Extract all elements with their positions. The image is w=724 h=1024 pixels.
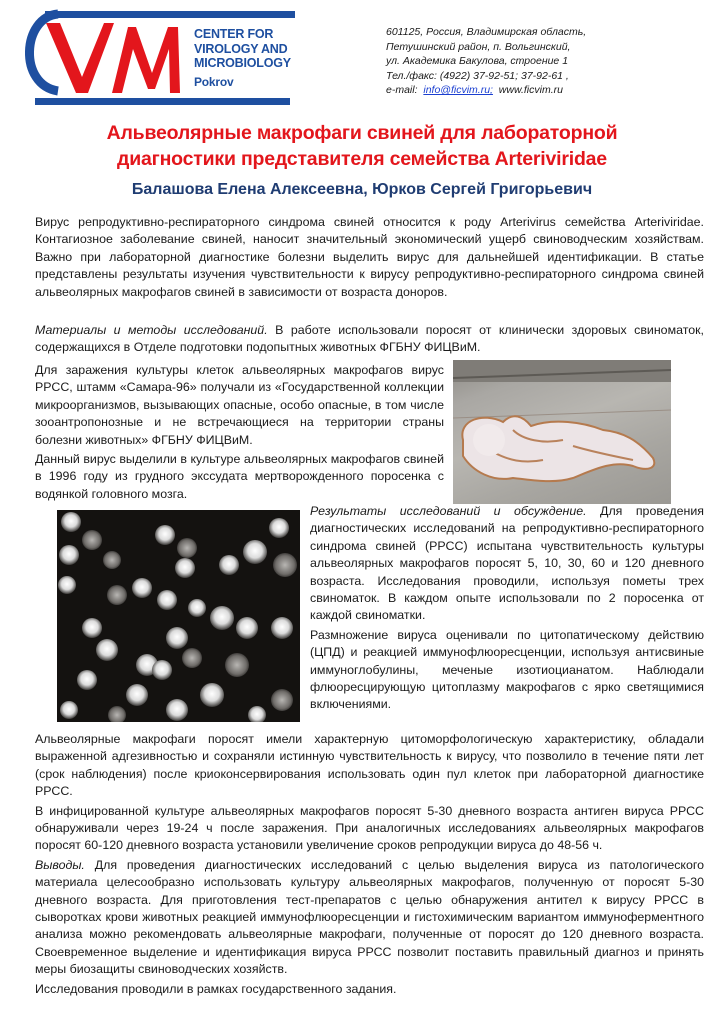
infection-section — [35, 362, 444, 503]
contact-links — [386, 83, 586, 98]
findings-section — [35, 731, 704, 998]
methods-heading: Материалы и методы исследований. — [35, 323, 268, 337]
findings-paragraph-2: В инфицированной культуре альвеолярных макрофагов поросят 5-30 дневного возраста антиген вируса РРСС обнаруживали через 19-24 ч после заражения. При аналогичных исследованиях альвеолярных макрофагов поросят 60-120 дневного возраста установили увеличение сроков репродукции вируса до 48-56 ч. — [35, 803, 704, 853]
results-paragraph-1 — [310, 503, 704, 625]
logo-line-1: CENTER FOR — [194, 27, 274, 41]
results-heading: Результаты исследований и обсуждение. — [310, 504, 587, 518]
intro-paragraph — [35, 214, 704, 301]
address-line-3: ул. Академика Бакулова, строение 1 — [386, 55, 569, 68]
conclusions-heading: Выводы. — [35, 857, 85, 872]
methods-paragraph — [35, 322, 704, 357]
article-authors: Балашова Елена Алексеевна, Юрков Сергей Григорьевич — [131, 181, 593, 198]
intro-text: Вирус репродуктивно-респираторного синдрома свиней относится к роду Arterivirus семейства Arteriviridae. Контагиозное заболевание свиней, наносит значительный экономический ущерб свиноводческим хозяйствам. Важно при лабораторной диагностике болезни выделить вирус для дальнейшей идентификации. В статье представлены результаты изучения чувствительности к вирусу репродуктивно-респираторного синдрома свиней альвеолярных макрофагов свиней в зависимости от возраста доноров. — [35, 215, 704, 299]
macrophage-micrograph — [57, 510, 300, 722]
email-link[interactable]: info@ficvim.ru; — [423, 84, 493, 97]
title-line-1: Альвеолярные макрофаги свиней для лабораторной — [106, 122, 618, 144]
phone-fax: Тел./факс: (4922) 37-92-51; 37-92-61 , — [386, 69, 569, 82]
logo-city: Pokrov — [194, 74, 234, 89]
contact-address — [386, 25, 586, 98]
infection-paragraph-1: Для заражения культуры клеток альвеолярных макрофагов вирус РРСС, штамм «Самара-96» получали из «Государственной коллекции микроорганизмов, вызывающих опасные, особо опасные, в том числе зооантропонозные и не встречающиеся на территории страны болезни животных» ФГБНУ ФИЦВиМ. — [35, 363, 444, 447]
methods-body: В работе использовали поросят от клинически здоровых свиноматок, содержащихся в Отделе подготовки подопытных животных ФГБНУ ФИЦВиМ. — [35, 323, 704, 355]
findings-paragraph-1: Альвеолярные макрофаги поросят имели характерную цитоморфологическую характеристику, обладали выраженной адгезивностью и сохраняли истинную чувствительность к вирусу, что позволило в течение пяти лет (срок наблюдения) после криоконсервирования использовать один пул клеток при лабораторной диагностике РРСС. — [35, 732, 704, 799]
address-line-2: Петушинский район, п. Вольгинский, — [386, 40, 571, 53]
logo-text — [194, 27, 291, 89]
website-text: www.ficvim.ru — [498, 84, 563, 97]
institution-logo — [20, 5, 300, 105]
results-section — [310, 503, 704, 714]
results-body: Для проведения диагностических исследований на репродуктивно-респираторного синдрома свиней (РРСС) испытана чувствительность культуры альвеолярных макрофагов поросят 5, 10, 30, 60 и 120 дневного возраста. Исследования проводили, используя пометы трех свиноматок. В каждом опыте использовали по 2 поросенка от каждой свиноматки. — [310, 504, 704, 623]
article-title — [0, 120, 724, 172]
funding-note: Исследования проводили в рамках государственного задания. — [35, 981, 397, 996]
stillborn-piglet-image-icon — [453, 360, 671, 504]
methods-text — [35, 322, 704, 357]
logo-line-2: VIROLOGY AND — [194, 41, 288, 56]
address-line-1: 601125, Россия, Владимирская область, — [386, 26, 587, 38]
title-line-2: диагностики представителя семейства Arteriviridae — [117, 148, 607, 170]
conclusions-paragraph — [35, 857, 704, 979]
fluorescent-cells-image-icon — [57, 510, 300, 722]
email-label: e-mail: — [386, 84, 418, 97]
infection-paragraph-2: Данный вирус выделили в культуре альвеолярных макрофагов свиней в 1996 году из грудного экссудата мертворожденного поросенка с водянкой головного мозга. — [35, 452, 444, 501]
results-paragraph-2: Размножение вируса оценивали по цитопатическому действию (ЦПД) и реакцией иммунофлюоресценции, используя антисвиные иммуноглобулины, меченые изотиоцианатом. Наблюдали флюоресцирующую цитоплазму макрофагов с ярко светящимися включениями. — [310, 627, 704, 712]
logo-line-3: MICROBIOLOGY — [194, 56, 291, 70]
conclusions-body: Для проведения диагностических исследований с целью выделения вируса из патологического материала целесообразно использовать культуру альвеолярных макрофагов, полученную от поросят 5-30 дневного возраста. Для приготовления тест-препаратов с целью обнаружения антител к вирусу РРСС в сыворотках крови животных реакцией иммунофлюоресценции и гистохимическим вариантом иммуноферментного анализа можно рекомендовать альвеолярные макрофаги, полученные от поросят до 120 дневного возраста. Своевременное выделение и идентификация вируса РРСС позволит поставить правильный диагноз и принять меры биозащиты свиноводческих хозяйств. — [35, 857, 704, 977]
piglet-photo — [453, 360, 671, 504]
